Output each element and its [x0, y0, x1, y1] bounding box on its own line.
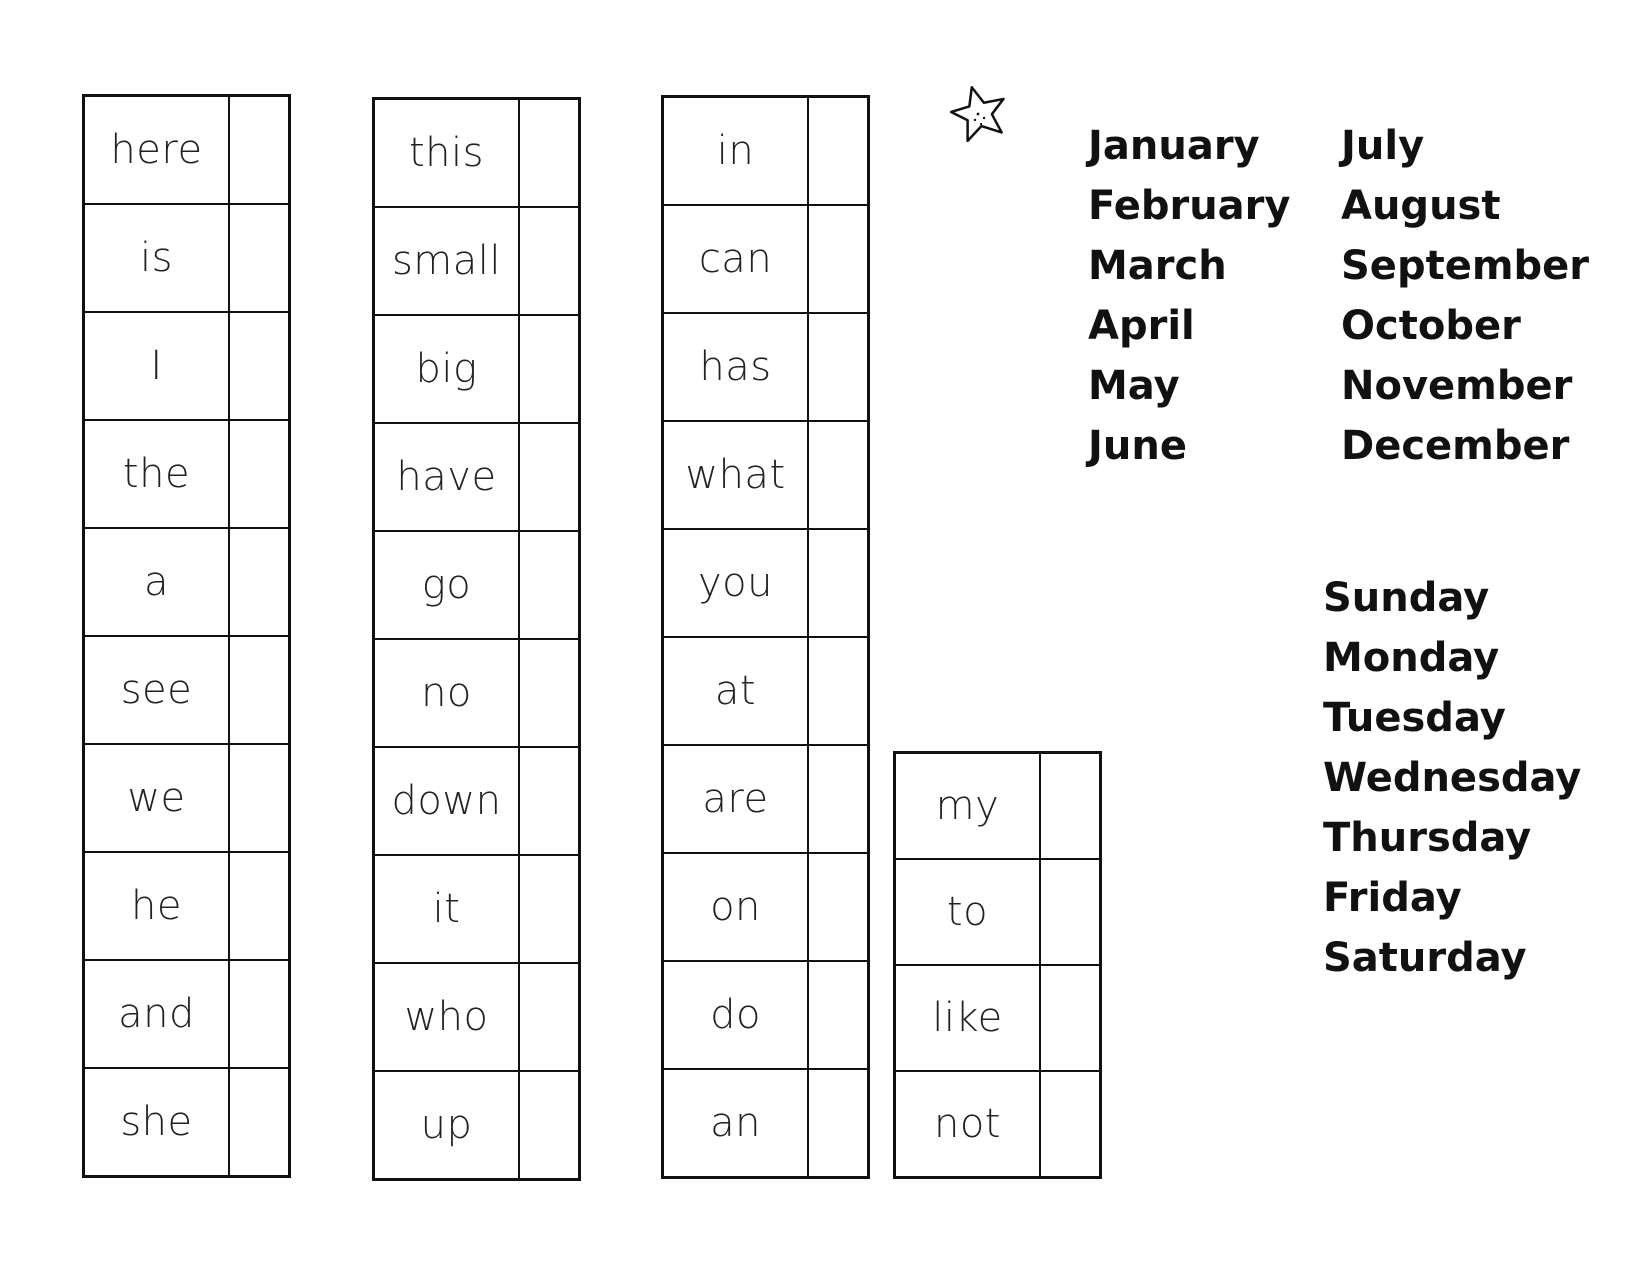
- word-cell: he: [84, 852, 230, 960]
- check-box[interactable]: [808, 421, 869, 529]
- table-row: [84, 960, 290, 1068]
- word-cell: the: [84, 420, 230, 528]
- table-row: [374, 531, 580, 639]
- table-row: [663, 421, 869, 529]
- check-box[interactable]: [808, 961, 869, 1069]
- month-label: July: [1341, 123, 1425, 169]
- table-row: [374, 207, 580, 315]
- table-row: [84, 1068, 290, 1177]
- table-row: [374, 423, 580, 531]
- check-box[interactable]: [229, 204, 290, 312]
- word-cell: can: [663, 205, 809, 313]
- word-cell: this: [374, 99, 520, 208]
- word-cell: is: [84, 204, 230, 312]
- table-row: [84, 528, 290, 636]
- table-row: [895, 859, 1101, 965]
- check-box[interactable]: [519, 423, 580, 531]
- table-row: [374, 315, 580, 423]
- word-cell: no: [374, 639, 520, 747]
- table-row: [84, 744, 290, 852]
- check-box[interactable]: [519, 531, 580, 639]
- check-box[interactable]: [1040, 1071, 1101, 1178]
- check-box[interactable]: [808, 1069, 869, 1178]
- days-list: [1323, 568, 1581, 988]
- word-cell: big: [374, 315, 520, 423]
- month-label: November: [1341, 363, 1573, 409]
- day-label: Saturday: [1323, 935, 1527, 981]
- check-box[interactable]: [808, 97, 869, 206]
- check-box[interactable]: [808, 313, 869, 421]
- check-box[interactable]: [1040, 753, 1101, 860]
- word-cell: to: [895, 859, 1041, 965]
- month-label: August: [1341, 183, 1501, 229]
- check-box[interactable]: [808, 853, 869, 961]
- word-table-3: [661, 95, 870, 1179]
- word-cell: see: [84, 636, 230, 744]
- table-row: [663, 637, 869, 745]
- table-row: [374, 639, 580, 747]
- word-cell: not: [895, 1071, 1041, 1178]
- check-box[interactable]: [229, 420, 290, 528]
- check-box[interactable]: [229, 96, 290, 205]
- month-label: May: [1088, 363, 1180, 409]
- check-box[interactable]: [1040, 965, 1101, 1071]
- day-label: Tuesday: [1323, 695, 1506, 741]
- table-row: [374, 963, 580, 1071]
- word-cell: it: [374, 855, 520, 963]
- check-box[interactable]: [519, 855, 580, 963]
- word-cell: you: [663, 529, 809, 637]
- check-box[interactable]: [519, 747, 580, 855]
- table-row: [663, 205, 869, 313]
- table-row: [663, 961, 869, 1069]
- day-label: Monday: [1323, 635, 1500, 681]
- word-cell: an: [663, 1069, 809, 1178]
- check-box[interactable]: [519, 639, 580, 747]
- month-label: March: [1088, 243, 1227, 289]
- table-row: [895, 753, 1101, 860]
- word-cell: down: [374, 747, 520, 855]
- table-row: [663, 853, 869, 961]
- month-label: September: [1341, 243, 1589, 289]
- month-label: October: [1341, 303, 1521, 349]
- table-row: [84, 420, 290, 528]
- check-box[interactable]: [519, 963, 580, 1071]
- word-table-4: [893, 751, 1102, 1179]
- word-cell: and: [84, 960, 230, 1068]
- day-label: Wednesday: [1323, 755, 1582, 801]
- star-icon: [948, 80, 1012, 144]
- check-box[interactable]: [229, 1068, 290, 1177]
- day-label: Friday: [1323, 875, 1462, 921]
- word-cell: what: [663, 421, 809, 529]
- word-cell: up: [374, 1071, 520, 1180]
- word-cell: a: [84, 528, 230, 636]
- check-box[interactable]: [229, 528, 290, 636]
- check-box[interactable]: [808, 529, 869, 637]
- word-table-2: [372, 97, 581, 1181]
- table-row: [374, 747, 580, 855]
- table-row: [895, 965, 1101, 1071]
- word-cell: have: [374, 423, 520, 531]
- table-row: [663, 313, 869, 421]
- word-cell: do: [663, 961, 809, 1069]
- check-box[interactable]: [519, 315, 580, 423]
- check-box[interactable]: [808, 745, 869, 853]
- word-cell: we: [84, 744, 230, 852]
- word-cell: has: [663, 313, 809, 421]
- months-list-right: [1341, 116, 1589, 476]
- table-row: [663, 745, 869, 853]
- month-label: February: [1088, 183, 1291, 229]
- word-cell: in: [663, 97, 809, 206]
- word-cell: here: [84, 96, 230, 205]
- word-table-1: [82, 94, 291, 1178]
- day-label: Sunday: [1323, 575, 1490, 621]
- table-row: [84, 312, 290, 420]
- month-label: June: [1088, 423, 1187, 469]
- month-label: April: [1088, 303, 1195, 349]
- word-cell: like: [895, 965, 1041, 1071]
- check-box[interactable]: [519, 1071, 580, 1180]
- table-row: [663, 97, 869, 206]
- months-list-left: [1088, 116, 1290, 476]
- month-label: January: [1088, 123, 1260, 169]
- word-cell: she: [84, 1068, 230, 1177]
- check-box[interactable]: [229, 852, 290, 960]
- table-row: [84, 204, 290, 312]
- table-row: [84, 96, 290, 205]
- table-row: [374, 1071, 580, 1180]
- word-cell: on: [663, 853, 809, 961]
- check-box[interactable]: [808, 637, 869, 745]
- word-cell: are: [663, 745, 809, 853]
- check-box[interactable]: [229, 312, 290, 420]
- month-label: December: [1341, 423, 1570, 469]
- check-box[interactable]: [1040, 859, 1101, 965]
- check-box[interactable]: [808, 205, 869, 313]
- table-row: [374, 99, 580, 208]
- table-row: [374, 855, 580, 963]
- word-cell: small: [374, 207, 520, 315]
- check-box[interactable]: [519, 99, 580, 208]
- check-box[interactable]: [229, 744, 290, 852]
- word-cell: go: [374, 531, 520, 639]
- table-row: [663, 529, 869, 637]
- check-box[interactable]: [229, 636, 290, 744]
- check-box[interactable]: [229, 960, 290, 1068]
- word-cell: I: [84, 312, 230, 420]
- word-cell: my: [895, 753, 1041, 860]
- table-row: [84, 636, 290, 744]
- word-cell: who: [374, 963, 520, 1071]
- word-cell: at: [663, 637, 809, 745]
- table-row: [663, 1069, 869, 1178]
- check-box[interactable]: [519, 207, 580, 315]
- table-row: [895, 1071, 1101, 1178]
- table-row: [84, 852, 290, 960]
- day-label: Thursday: [1323, 815, 1532, 861]
